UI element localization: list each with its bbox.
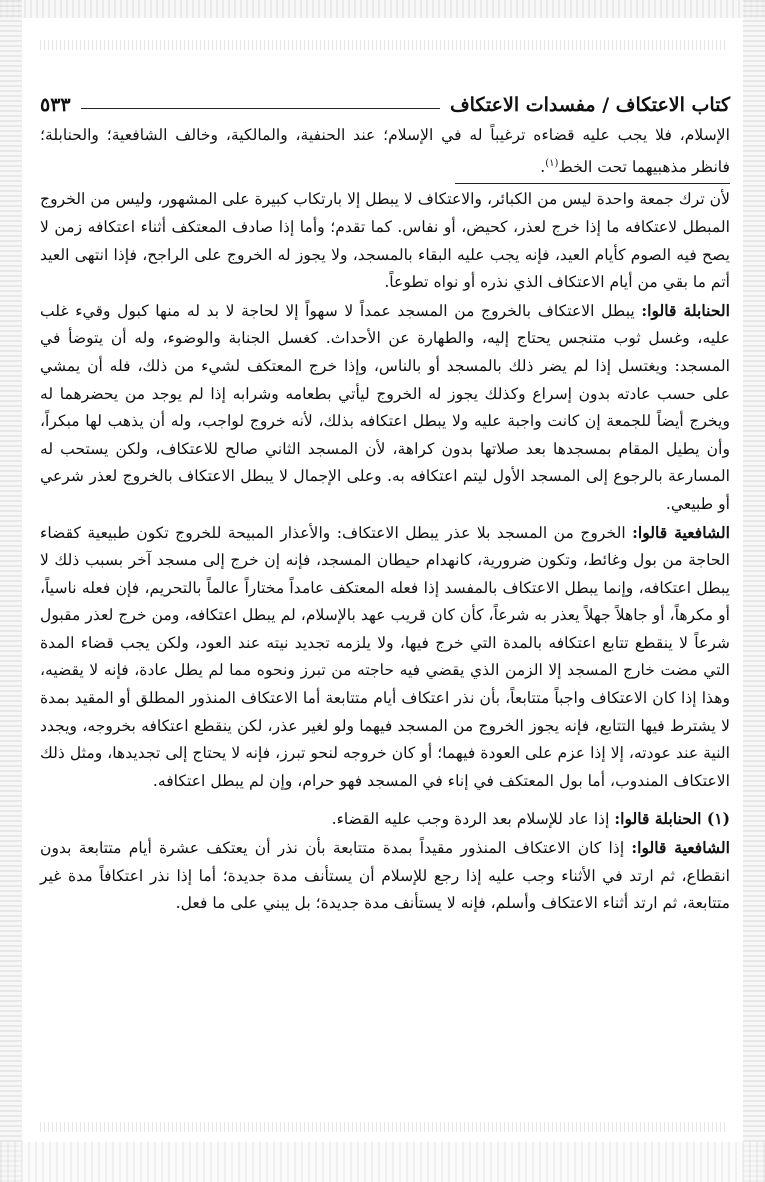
paragraph-label: الشافعية قالوا: <box>632 522 730 542</box>
paragraph-text: لأن ترك جمعة واحدة ليس من الكبائر، والاعتكاف لا يبطل إلا بارتكاب كبيرة على المشهور، وليس من الخروج المبطل لاعتكافه ما إذا خرج لعذر، كحيض، أو نفاس. كما تقدم؛ وأما إذا صادف المعتكف أثناء اعتكافه زمن لا يصح فيه الصوم كأيام العيد، فإنه يجب عليه البقاء بالمسجد، ولا يجوز له الخروج على الراجح، فإذا انتهى العيد أتم ما بقي من أيام الاعتكاف الذي نذره أو نواه تطوعاً. <box>40 190 730 292</box>
running-header-title: كتاب الاعتكاف / مفسدات الاعتكاف <box>449 94 730 116</box>
continuation-text: الإسلام، فلا يجب عليه قضاءه ترغيباً له في الإسلام؛ عند الحنفية، والمالكية، وخالف الشافعية؛ والحنابلة؛ فانظر مذهبيهما تحت الخط <box>40 126 730 176</box>
footnote-label: (١) الحنابلة قالوا: <box>614 809 730 829</box>
footnote-2 <box>40 834 730 918</box>
scan-noise-bottom <box>40 1122 725 1132</box>
paragraph-text: الخروج من المسجد بلا عذر يبطل الاعتكاف: والأعذار المبيحة للخروج تكون طبيعية كقضاء الحاجة من بول وغائط، وتكون ضرورية، كانهدام حيطان المسجد، فإنه إن خرج إلى مسجد آخر بسبب ذلك لا يبطل اعتكافه، وإنما يبطل الاعتكاف بالمفسد إذا فعله المعتكف عامداً مختاراً عالماً بالتحريم، فإن فعله ناسياً، أو مكرهاً، أو جاهلاً جهلاً يعذر به شرعاً، كأن كان قريب عهد بالإسلام، لم يبطل اعتكافه، ومن خرج لعذر مقبول شرعاً لا ينقطع تتابع اعتكافه بالمدة التي خرج فيها، ولا يلزمه تجديد نيته عند العود، ولكن يجب قضاء المدة التي مضت خارج المسجد إلا الزمن الذي يقضي فيه حاجته من تبرز ونحوه مما لم يطل عادة، فإنه لا يقضيه، وهذا إذا كان الاعتكاف واجباً متتابعاً، بأن نذر اعتكاف أيام متتابعة أما الاعتكاف المنذور المطلق أو المقيد بمدة لا يشترط فيها التتابع، فإنه يجوز الخروج من المسجد فيهما ولو لغير عذر، لكن ينقطع اعتكافه بخروجه، ويجدد النية عند عودته، إلا إذا عزم على العودة فيهما؛ أو كان خروجه لنحو تبرز، فإنه لا يحتاج إلى تجديدها، ومثل ذلك الاعتكاف المندوب، أما بول المعتكف في إناء في المسجد فهو حرام، وإن لم يبطل اعتكافه. <box>40 523 730 790</box>
continuation-paragraph <box>40 122 730 181</box>
scan-right-edge <box>743 0 765 1182</box>
scan-noise-top <box>40 40 725 50</box>
paragraph-label: الحنابلة قالوا: <box>641 300 731 320</box>
header-rule <box>81 108 440 109</box>
footnote-text: إذا كان الاعتكاف المنذور مقيداً بمدة متتابعة بأن نذر أن يعتكف عشرة أيام متتابعة بدون انقطاع، ثم ارتد في الأثناء وجب عليه إذا رجع للإسلام أن يستأنف مدة جديدة؛ أما إذا نذر اعتكافاً مدة غير متتابعة، ثم ارتد أثناء الاعتكاف وأسلم، فإنه لا يستأنف مدة جديدة؛ بل يبني على ما فعل. <box>40 839 730 913</box>
footnote-separator <box>455 183 730 184</box>
main-text <box>40 122 730 795</box>
continuation-tail: . <box>540 157 546 176</box>
footnote-text: إذا عاد للإسلام بعد الردة وجب عليه القضاء. <box>331 810 610 829</box>
paragraph-text: يبطل الاعتكاف بالخروج من المسجد عمداً لا سهواً إلا لحاجة لا بد له منها كبول وقيء غلب عليه، وغسل ثوب متنجس يحتاج إليه، والطهارة عن الأحداث. كغسل الجنابة والوضوء، وله أن يتوضأ في المسجد: ويغتسل إذا لم يضر ذلك بالمسجد أو بالناس، وإذا خرج المعتكف لشيء من ذلك، فله أن يمشي على حسب عادته بدون إسراع وكذلك يجوز له الخروج ليأتي بطعامه وشرابه إذا لم يوجد من يحضرهما له ويخرج أيضاً للجمعة إن كانت واجبة عليه ولا يبطل اعتكافه بذلك، لأنه خروج لواجب، وله أن يذهب لها مبكراً، وأن يطيل المقام بمسجدها بعد صلاتها بدون كراهة، لأن المسجد الثاني صالح للاعتكاف، ولكن يستحب له المسارعة بالرجوع إلى المسجد الأول ليتم اعتكافه به. وعلى الإجمال لا يبطل الاعتكاف بالخروج لعذر شرعي أو طبيعي. <box>40 301 730 513</box>
book-page <box>40 82 730 918</box>
footnote-1 <box>40 805 730 834</box>
footnote-label: الشافعية قالوا: <box>631 838 730 858</box>
footnote-marker: (١) <box>545 157 559 169</box>
paragraph-shafii <box>40 519 730 796</box>
page-number: ٥٣٣ <box>40 94 71 116</box>
scan-bottom-edge <box>0 1142 765 1182</box>
paragraph-maliki-note <box>40 186 730 296</box>
scan-left-edge <box>0 0 22 1182</box>
scan-top-edge <box>0 0 765 18</box>
running-header <box>40 82 730 116</box>
footnotes-section <box>40 805 730 917</box>
paragraph-hanbali <box>40 297 730 519</box>
